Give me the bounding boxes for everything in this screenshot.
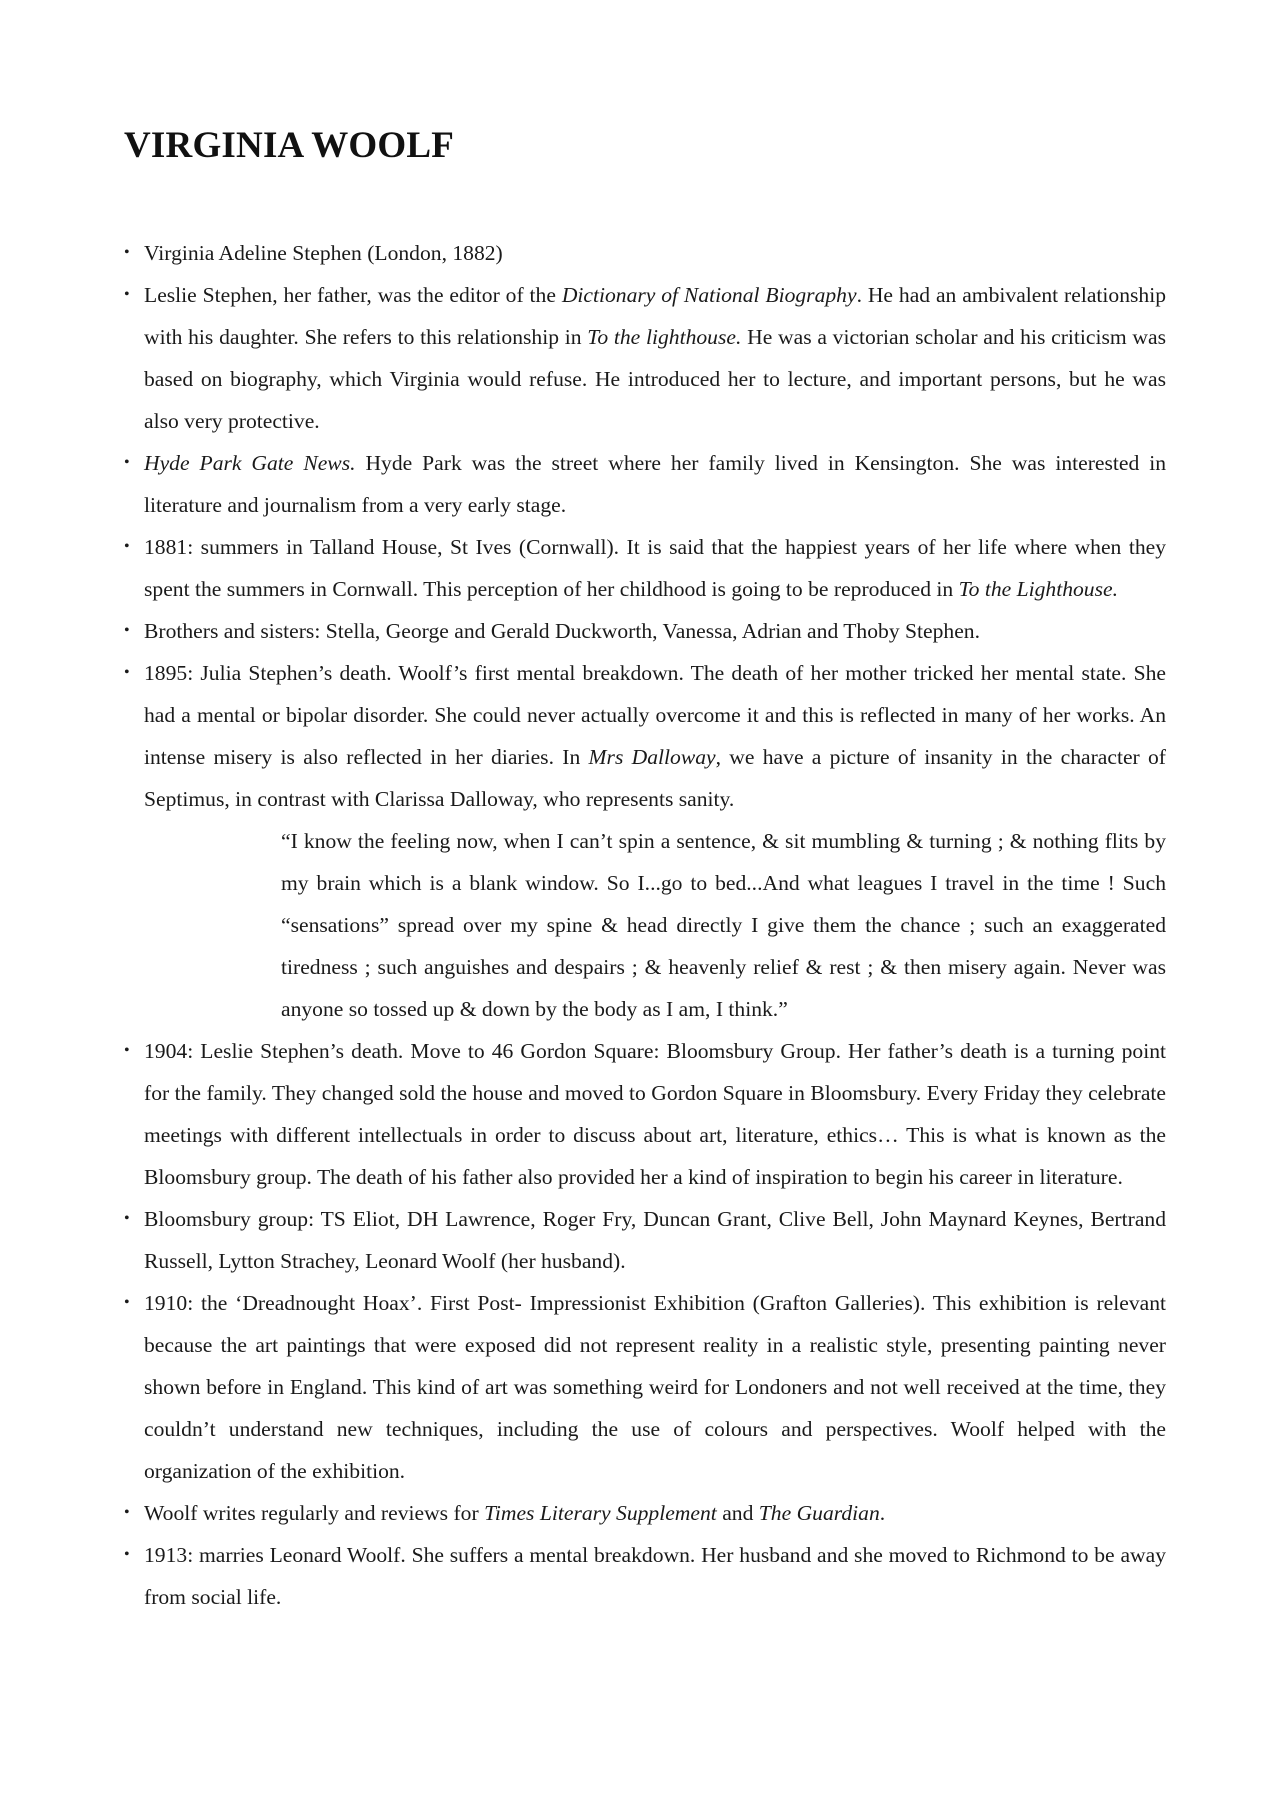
bullet-icon: • (124, 454, 130, 471)
bullet-list (124, 232, 1166, 1618)
list-item-text (144, 451, 1166, 517)
italic-title-text: To the Lighthouse. (958, 577, 1118, 601)
list-item-text (144, 661, 1166, 811)
text-segment: 1895: Julia Stephen’s death. Woolf’s first mental breakdown. The death of her mother tricked her mental state. She had a mental or bipolar disorder. She could never actually overcome it and this is reflected in many of her works. An intense misery is also reflected in her diaries. In (144, 661, 1166, 769)
bullet-icon: • (124, 1210, 130, 1227)
bullet-icon: • (124, 1294, 130, 1311)
bullet-icon: • (124, 622, 130, 639)
text-segment: . (879, 1501, 886, 1525)
bullet-icon: • (124, 1504, 130, 1521)
list-item-text (144, 1291, 1166, 1483)
page-title: VIRGINIA WOOLF (124, 125, 455, 166)
list-item (124, 1492, 1166, 1534)
bullet-icon: • (124, 244, 130, 261)
list-item (124, 526, 1166, 610)
list-item (124, 232, 1166, 274)
bullet-icon: • (124, 286, 130, 303)
text-segment: 1904: Leslie Stephen’s death. Move to 46 Gordon Square: Bloomsbury Group. Her father’s death is a turning point for the family. They changed sold the house and moved to Gordon Square in Bloomsbury. Every Friday they celebrate meetings with different intellectuals in order to discuss about art, literature, ethics… This is what is known as the Bloomsbury group. The death of his father also provided her a kind of inspiration to begin his career in literature. (144, 1039, 1166, 1189)
italic-title-text: Mrs Dalloway (588, 745, 716, 769)
list-item (124, 652, 1166, 1030)
text-segment: 1881: summers in Talland House, St Ives (Cornwall). It is said that the happiest years of her life where when they spent the summers in Cornwall. This perception of her childhood is going to be reproduced in (144, 535, 1166, 601)
text-segment: He was a victorian scholar and his criticism was based on biography, which Virginia would refuse. He introduced her to lecture, and important persons, but he was also very protective. (144, 325, 1166, 433)
text-segment: Woolf writes regularly and reviews for (144, 1501, 485, 1525)
list-item-text (144, 619, 980, 643)
list-item-text (144, 241, 503, 265)
text-segment: Bloomsbury group: TS Eliot, DH Lawrence, Roger Fry, Duncan Grant, Clive Bell, John Maynard Keynes, Bertrand Russell, Lytton Strachey, Leonard Woolf (her husband). (144, 1207, 1166, 1273)
list-item-text (144, 1543, 1166, 1609)
list-item (124, 1030, 1166, 1198)
text-segment: , we have a picture of insanity in the character of Septimus, in contrast with Clarissa Dalloway, who represents sanity. (144, 745, 1166, 811)
list-item-text (144, 283, 1166, 433)
diary-quote: “I know the feeling now, when I can’t spin a sentence, & sit mumbling & turning ; & nothing flits by my brain which is a blank window. So I...go to bed...And what leagues I travel in the time ! Such “sensations” spread over my spine & head directly I give them the chance ; such an exaggerated tiredness ; such anguishes and despairs ; & heavenly relief & rest ; & then misery again. Never was anyone so tossed up & down by the body as I am, I think.” (281, 829, 1166, 1021)
bullet-icon: • (124, 664, 130, 681)
text-segment: . He had an ambivalent relationship with his daughter. She refers to this relationship in (144, 283, 1166, 349)
italic-title-text: Dictionary of National Biography (561, 283, 857, 307)
italic-title-text: Times Literary Supplement (484, 1501, 717, 1525)
text-segment: Virginia Adeline Stephen (London, 1882) (144, 241, 503, 265)
bullet-icon: • (124, 1042, 130, 1059)
italic-title-text: To the lighthouse. (587, 325, 742, 349)
italic-title-text: Hyde Park Gate News. (144, 451, 356, 475)
text-segment: and (716, 1501, 759, 1525)
list-item-text (144, 1039, 1166, 1189)
text-segment: Hyde Park was the street where her family lived in Kensington. She was interested in literature and journalism from a very early stage. (144, 451, 1166, 517)
text-segment: 1910: the ‘Dreadnought Hoax’. First Post- Impressionist Exhibition (Grafton Galleries). This exhibition is relevant because the art paintings that were exposed did not represent reality in a realistic style, presenting painting never shown before in England. This kind of art was something weird for Londoners and not well received at the time, they couldn’t understand new techniques, including the use of colours and perspectives. Woolf helped with the organization of the exhibition. (144, 1291, 1166, 1483)
bullet-icon: • (124, 538, 130, 555)
text-segment: Leslie Stephen, her father, was the editor of the (144, 283, 562, 307)
list-item (124, 1534, 1166, 1618)
italic-title-text: The Guardian (758, 1501, 880, 1525)
text-segment: Brothers and sisters: Stella, George and Gerald Duckworth, Vanessa, Adrian and Thoby Stephen. (144, 619, 980, 643)
list-item (124, 1282, 1166, 1492)
list-item (124, 1198, 1166, 1282)
bullet-icon: • (124, 1546, 130, 1563)
list-item (124, 274, 1166, 442)
list-item-text (144, 535, 1166, 601)
list-item (124, 442, 1166, 526)
list-item (124, 610, 1166, 652)
text-segment: 1913: marries Leonard Woolf. She suffers a mental breakdown. Her husband and she moved to Richmond to be away from social life. (144, 1543, 1166, 1609)
list-item-text (144, 1207, 1166, 1273)
list-item-text (144, 1501, 885, 1525)
